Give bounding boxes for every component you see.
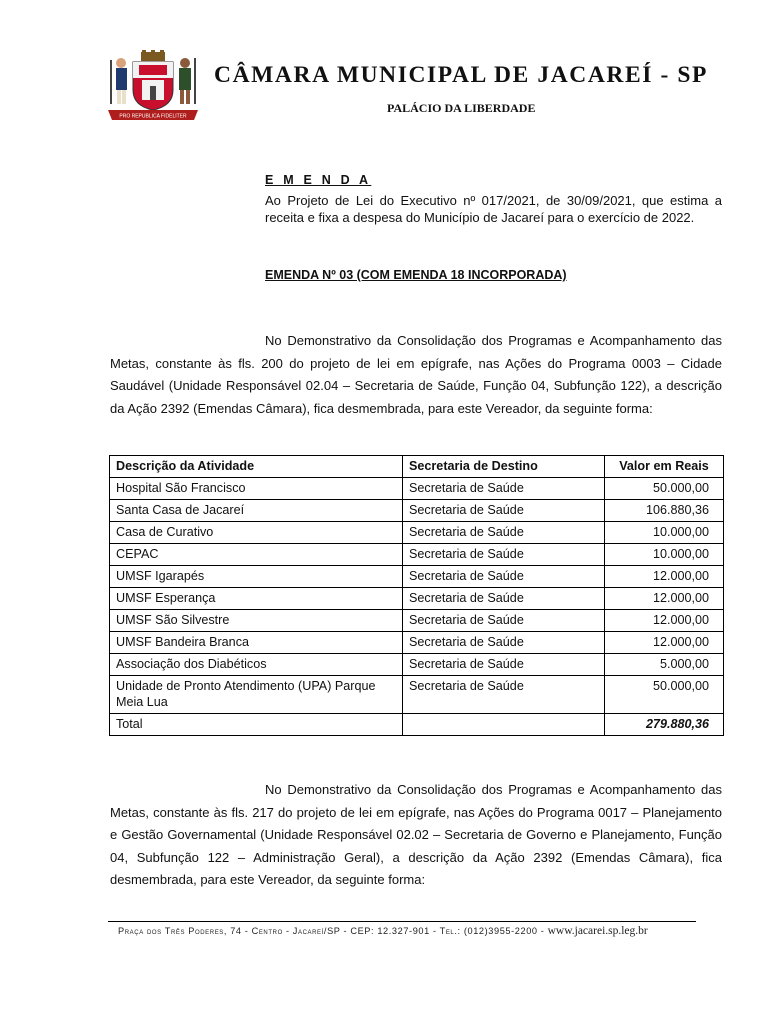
- cell-destination: Secretaria de Saúde: [403, 566, 605, 588]
- cell-destination: Secretaria de Saúde: [403, 544, 605, 566]
- table-row: [110, 544, 724, 566]
- cell-value: 10.000,00: [605, 522, 724, 544]
- crest-motto: PRO REPUBLICA FIDELITER: [119, 113, 187, 120]
- cell-description: UMSF Igarapés: [110, 566, 403, 588]
- table-row: [110, 588, 724, 610]
- cell-value: 10.000,00: [605, 544, 724, 566]
- column-header-description: Descrição da Atividade: [110, 456, 403, 478]
- cell-value: 5.000,00: [605, 654, 724, 676]
- body-paragraph-2: No Demonstrativo da Consolidação dos Programas e Acompanhamento das Metas, constante às fls. 217 do projeto de lei em epígrafe, nas Ações do Programa 0017 – Planejamento e Gestão Governamental (Unidade Responsável 02.02 – Secretaria de Governo e Planejamento, Função 04, Subfunção 122 – Administração Geral), a descrição da Ação 2392 (Emendas Câmara), fica desmembrada, para este Vereador, da seguinte forma:: [110, 782, 722, 887]
- cell-destination: Secretaria de Saúde: [403, 588, 605, 610]
- cell-destination: Secretaria de Saúde: [403, 522, 605, 544]
- table-row: [110, 566, 724, 588]
- cell-destination: Secretaria de Saúde: [403, 610, 605, 632]
- cell-description: UMSF Esperança: [110, 588, 403, 610]
- cell-value: 50.000,00: [605, 478, 724, 500]
- table-row: [110, 654, 724, 676]
- table-row: [110, 522, 724, 544]
- allocation-table: [109, 455, 724, 736]
- cell-value: 106.880,36: [605, 500, 724, 522]
- page-subtitle: PALÁCIO DA LIBERDADE: [387, 101, 536, 115]
- cell-value: 12.000,00: [605, 632, 724, 654]
- cell-destination: Secretaria de Saúde: [403, 478, 605, 500]
- total-value: 279.880,36: [605, 714, 724, 736]
- cell-destination: Secretaria de Saúde: [403, 654, 605, 676]
- table-row: [110, 676, 724, 714]
- cell-value: 50.000,00: [605, 676, 724, 714]
- total-empty-cell: [403, 714, 605, 736]
- cell-value: 12.000,00: [605, 610, 724, 632]
- cell-description: UMSF São Silvestre: [110, 610, 403, 632]
- total-label: Total: [110, 714, 403, 736]
- cell-description: Santa Casa de Jacareí: [110, 500, 403, 522]
- cell-destination: Secretaria de Saúde: [403, 632, 605, 654]
- footer-website: www.jacarei.sp.leg.br: [547, 925, 648, 937]
- cell-destination: Secretaria de Saúde: [403, 500, 605, 522]
- emenda-heading: E M E N D A: [265, 173, 372, 187]
- footer-divider: [108, 921, 696, 922]
- page-title: CÂMARA MUNICIPAL DE JACAREÍ - SP: [214, 62, 709, 88]
- table-row: [110, 478, 724, 500]
- cell-value: 12.000,00: [605, 588, 724, 610]
- table-total-row: [110, 714, 724, 736]
- table-row: [110, 610, 724, 632]
- bill-reference: Ao Projeto de Lei do Executivo nº 017/2021, de 30/09/2021, que estima a receita e fixa a despesa do Município de Jacareí para o exercício de 2022.: [265, 193, 722, 225]
- cell-destination: Secretaria de Saúde: [403, 676, 605, 714]
- cell-value: 12.000,00: [605, 566, 724, 588]
- column-header-destination: Secretaria de Destino: [403, 456, 605, 478]
- body-paragraph-1: No Demonstrativo da Consolidação dos Programas e Acompanhamento das Metas, constante às fls. 200 do projeto de lei em epígrafe, nas Ações do Programa 0003 – Cidade Saudável (Unidade Responsável 02.04 – Secretaria de Saúde, Função 04, Subfunção 122), a descrição da Ação 2392 (Emendas Câmara), fica desmembrada, para este Vereador, da seguinte forma:: [110, 333, 722, 416]
- column-header-value: Valor em Reais: [605, 456, 724, 478]
- cell-description: Casa de Curativo: [110, 522, 403, 544]
- cell-description: UMSF Bandeira Branca: [110, 632, 403, 654]
- table-row: [110, 632, 724, 654]
- cell-description: Unidade de Pronto Atendimento (UPA) Parque Meia Lua: [110, 676, 403, 714]
- coat-of-arms-logo: [106, 50, 200, 122]
- table-header-row: [110, 456, 724, 478]
- emenda-number: EMENDA Nº 03 (COM EMENDA 18 INCORPORADA): [265, 268, 567, 282]
- footer-address: Praça dos Três Poderes, 74 - Centro - Jacareí/SP - CEP: 12.327-901 - Tel.: (012)3955-2200 -: [118, 926, 548, 936]
- cell-description: Hospital São Francisco: [110, 478, 403, 500]
- cell-description: Associação dos Diabéticos: [110, 654, 403, 676]
- table-row: [110, 500, 724, 522]
- footer: [118, 925, 648, 937]
- cell-description: CEPAC: [110, 544, 403, 566]
